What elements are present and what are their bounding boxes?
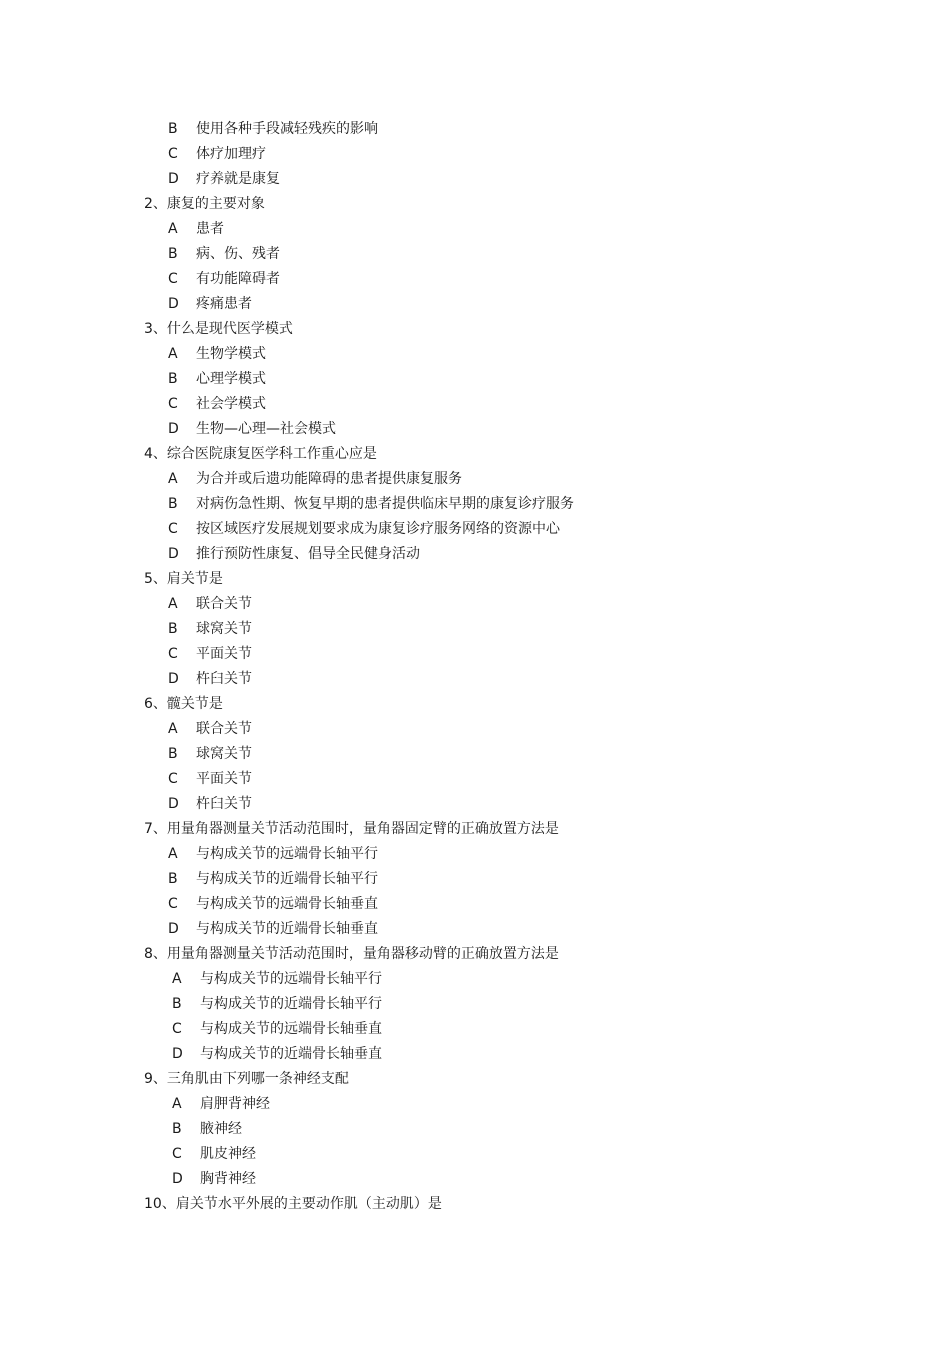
option-letter: D	[168, 546, 179, 562]
option-letter: C	[168, 521, 178, 537]
option-text: 与构成关节的远端骨长轴平行	[200, 971, 382, 987]
option-text: 生物—心理—社会模式	[196, 421, 336, 437]
option-letter: B	[172, 996, 182, 1012]
option-text: 平面关节	[196, 771, 252, 787]
answer-option	[0, 117, 950, 142]
answer-option	[0, 842, 950, 867]
answer-option	[0, 367, 950, 392]
answer-option	[0, 792, 950, 817]
answer-option	[0, 392, 950, 417]
question-text: 4、综合医院康复医学科工作重心应是	[144, 446, 377, 462]
option-letter: D	[168, 796, 179, 812]
option-letter: B	[168, 746, 178, 762]
option-text: 使用各种手段减轻残疾的影响	[196, 121, 378, 137]
answer-option	[0, 642, 950, 667]
option-text: 肩胛背神经	[200, 1096, 270, 1112]
option-text: 平面关节	[196, 646, 252, 662]
answer-option	[0, 992, 950, 1017]
answer-option	[0, 742, 950, 767]
option-letter: C	[168, 146, 178, 162]
option-text: 对病伤急性期、恢复早期的患者提供临床早期的康复诊疗服务	[196, 496, 574, 512]
question-text: 10、肩关节水平外展的主要动作肌（主动肌）是	[144, 1196, 442, 1212]
answer-option	[0, 717, 950, 742]
option-letter: C	[168, 771, 178, 787]
option-text: 球窝关节	[196, 621, 252, 637]
option-text: 胸背神经	[200, 1171, 256, 1187]
option-letter: D	[172, 1171, 183, 1187]
option-letter: D	[172, 1046, 183, 1062]
answer-option	[0, 917, 950, 942]
option-text: 肌皮神经	[200, 1146, 256, 1162]
option-text: 与构成关节的近端骨长轴垂直	[196, 921, 378, 937]
option-letter: B	[168, 621, 178, 637]
option-text: 生物学模式	[196, 346, 266, 362]
answer-option	[0, 417, 950, 442]
option-text: 社会学模式	[196, 396, 266, 412]
answer-option	[0, 142, 950, 167]
answer-option	[0, 767, 950, 792]
option-letter: A	[168, 596, 178, 612]
option-letter: D	[168, 171, 179, 187]
option-letter: A	[168, 846, 178, 862]
option-text: 患者	[196, 221, 224, 237]
answer-option	[0, 517, 950, 542]
option-text: 体疗加理疗	[196, 146, 266, 162]
question-text: 9、三角肌由下列哪一条神经支配	[144, 1071, 349, 1087]
answer-option	[0, 242, 950, 267]
option-letter: D	[168, 671, 179, 687]
option-letter: A	[168, 471, 178, 487]
option-text: 按区域医疗发展规划要求成为康复诊疗服务网络的资源中心	[196, 521, 560, 537]
answer-option	[0, 467, 950, 492]
answer-option	[0, 267, 950, 292]
option-letter: B	[168, 871, 178, 887]
answer-option	[0, 617, 950, 642]
answer-option	[0, 867, 950, 892]
option-letter: D	[168, 296, 179, 312]
option-letter: A	[168, 221, 178, 237]
option-letter: B	[172, 1121, 182, 1137]
document-page	[0, 117, 950, 1217]
option-letter: D	[168, 921, 179, 937]
question-text: 5、肩关节是	[144, 571, 223, 587]
option-letter: C	[168, 396, 178, 412]
option-text: 联合关节	[196, 721, 252, 737]
option-letter: C	[172, 1021, 182, 1037]
option-letter: A	[168, 346, 178, 362]
option-text: 杵臼关节	[196, 796, 252, 812]
option-letter: D	[168, 421, 179, 437]
option-letter: C	[168, 271, 178, 287]
option-text: 病、伤、残者	[196, 246, 280, 262]
option-letter: A	[172, 1096, 182, 1112]
answer-option	[0, 342, 950, 367]
question-text: 8、用量角器测量关节活动范围时，量角器移动臂的正确放置方法是	[144, 946, 559, 962]
question-text: 3、什么是现代医学模式	[144, 321, 293, 337]
question-text: 7、用量角器测量关节活动范围时，量角器固定臂的正确放置方法是	[144, 821, 559, 837]
option-letter: B	[168, 121, 178, 137]
answer-option	[0, 1167, 950, 1192]
option-letter: A	[172, 971, 182, 987]
answer-option	[0, 1142, 950, 1167]
answer-option	[0, 542, 950, 567]
answer-option	[0, 1017, 950, 1042]
answer-option	[0, 217, 950, 242]
option-text: 与构成关节的远端骨长轴垂直	[196, 896, 378, 912]
option-text: 有功能障碍者	[196, 271, 280, 287]
option-text: 疼痛患者	[196, 296, 252, 312]
option-letter: A	[168, 721, 178, 737]
option-text: 联合关节	[196, 596, 252, 612]
option-letter: C	[168, 896, 178, 912]
answer-option	[0, 967, 950, 992]
answer-option	[0, 167, 950, 192]
option-text: 杵臼关节	[196, 671, 252, 687]
answer-option	[0, 892, 950, 917]
question-text: 6、髋关节是	[144, 696, 223, 712]
answer-option	[0, 1042, 950, 1067]
answer-option	[0, 292, 950, 317]
option-text: 为合并或后遗功能障碍的患者提供康复服务	[196, 471, 462, 487]
option-letter: C	[168, 646, 178, 662]
question-text: 2、康复的主要对象	[144, 196, 265, 212]
answer-option	[0, 492, 950, 517]
answer-option	[0, 592, 950, 617]
answer-option	[0, 667, 950, 692]
option-text: 与构成关节的近端骨长轴平行	[200, 996, 382, 1012]
option-text: 球窝关节	[196, 746, 252, 762]
option-text: 心理学模式	[196, 371, 266, 387]
option-letter: C	[172, 1146, 182, 1162]
option-text: 腋神经	[200, 1121, 242, 1137]
option-text: 疗养就是康复	[196, 171, 280, 187]
option-letter: B	[168, 371, 178, 387]
option-text: 与构成关节的远端骨长轴平行	[196, 846, 378, 862]
option-letter: B	[168, 246, 178, 262]
answer-option	[0, 1117, 950, 1142]
answer-option	[0, 1092, 950, 1117]
option-letter: B	[168, 496, 178, 512]
option-text: 与构成关节的远端骨长轴垂直	[200, 1021, 382, 1037]
option-text: 与构成关节的近端骨长轴垂直	[200, 1046, 382, 1062]
option-text: 推行预防性康复、倡导全民健身活动	[196, 546, 420, 562]
option-text: 与构成关节的近端骨长轴平行	[196, 871, 378, 887]
